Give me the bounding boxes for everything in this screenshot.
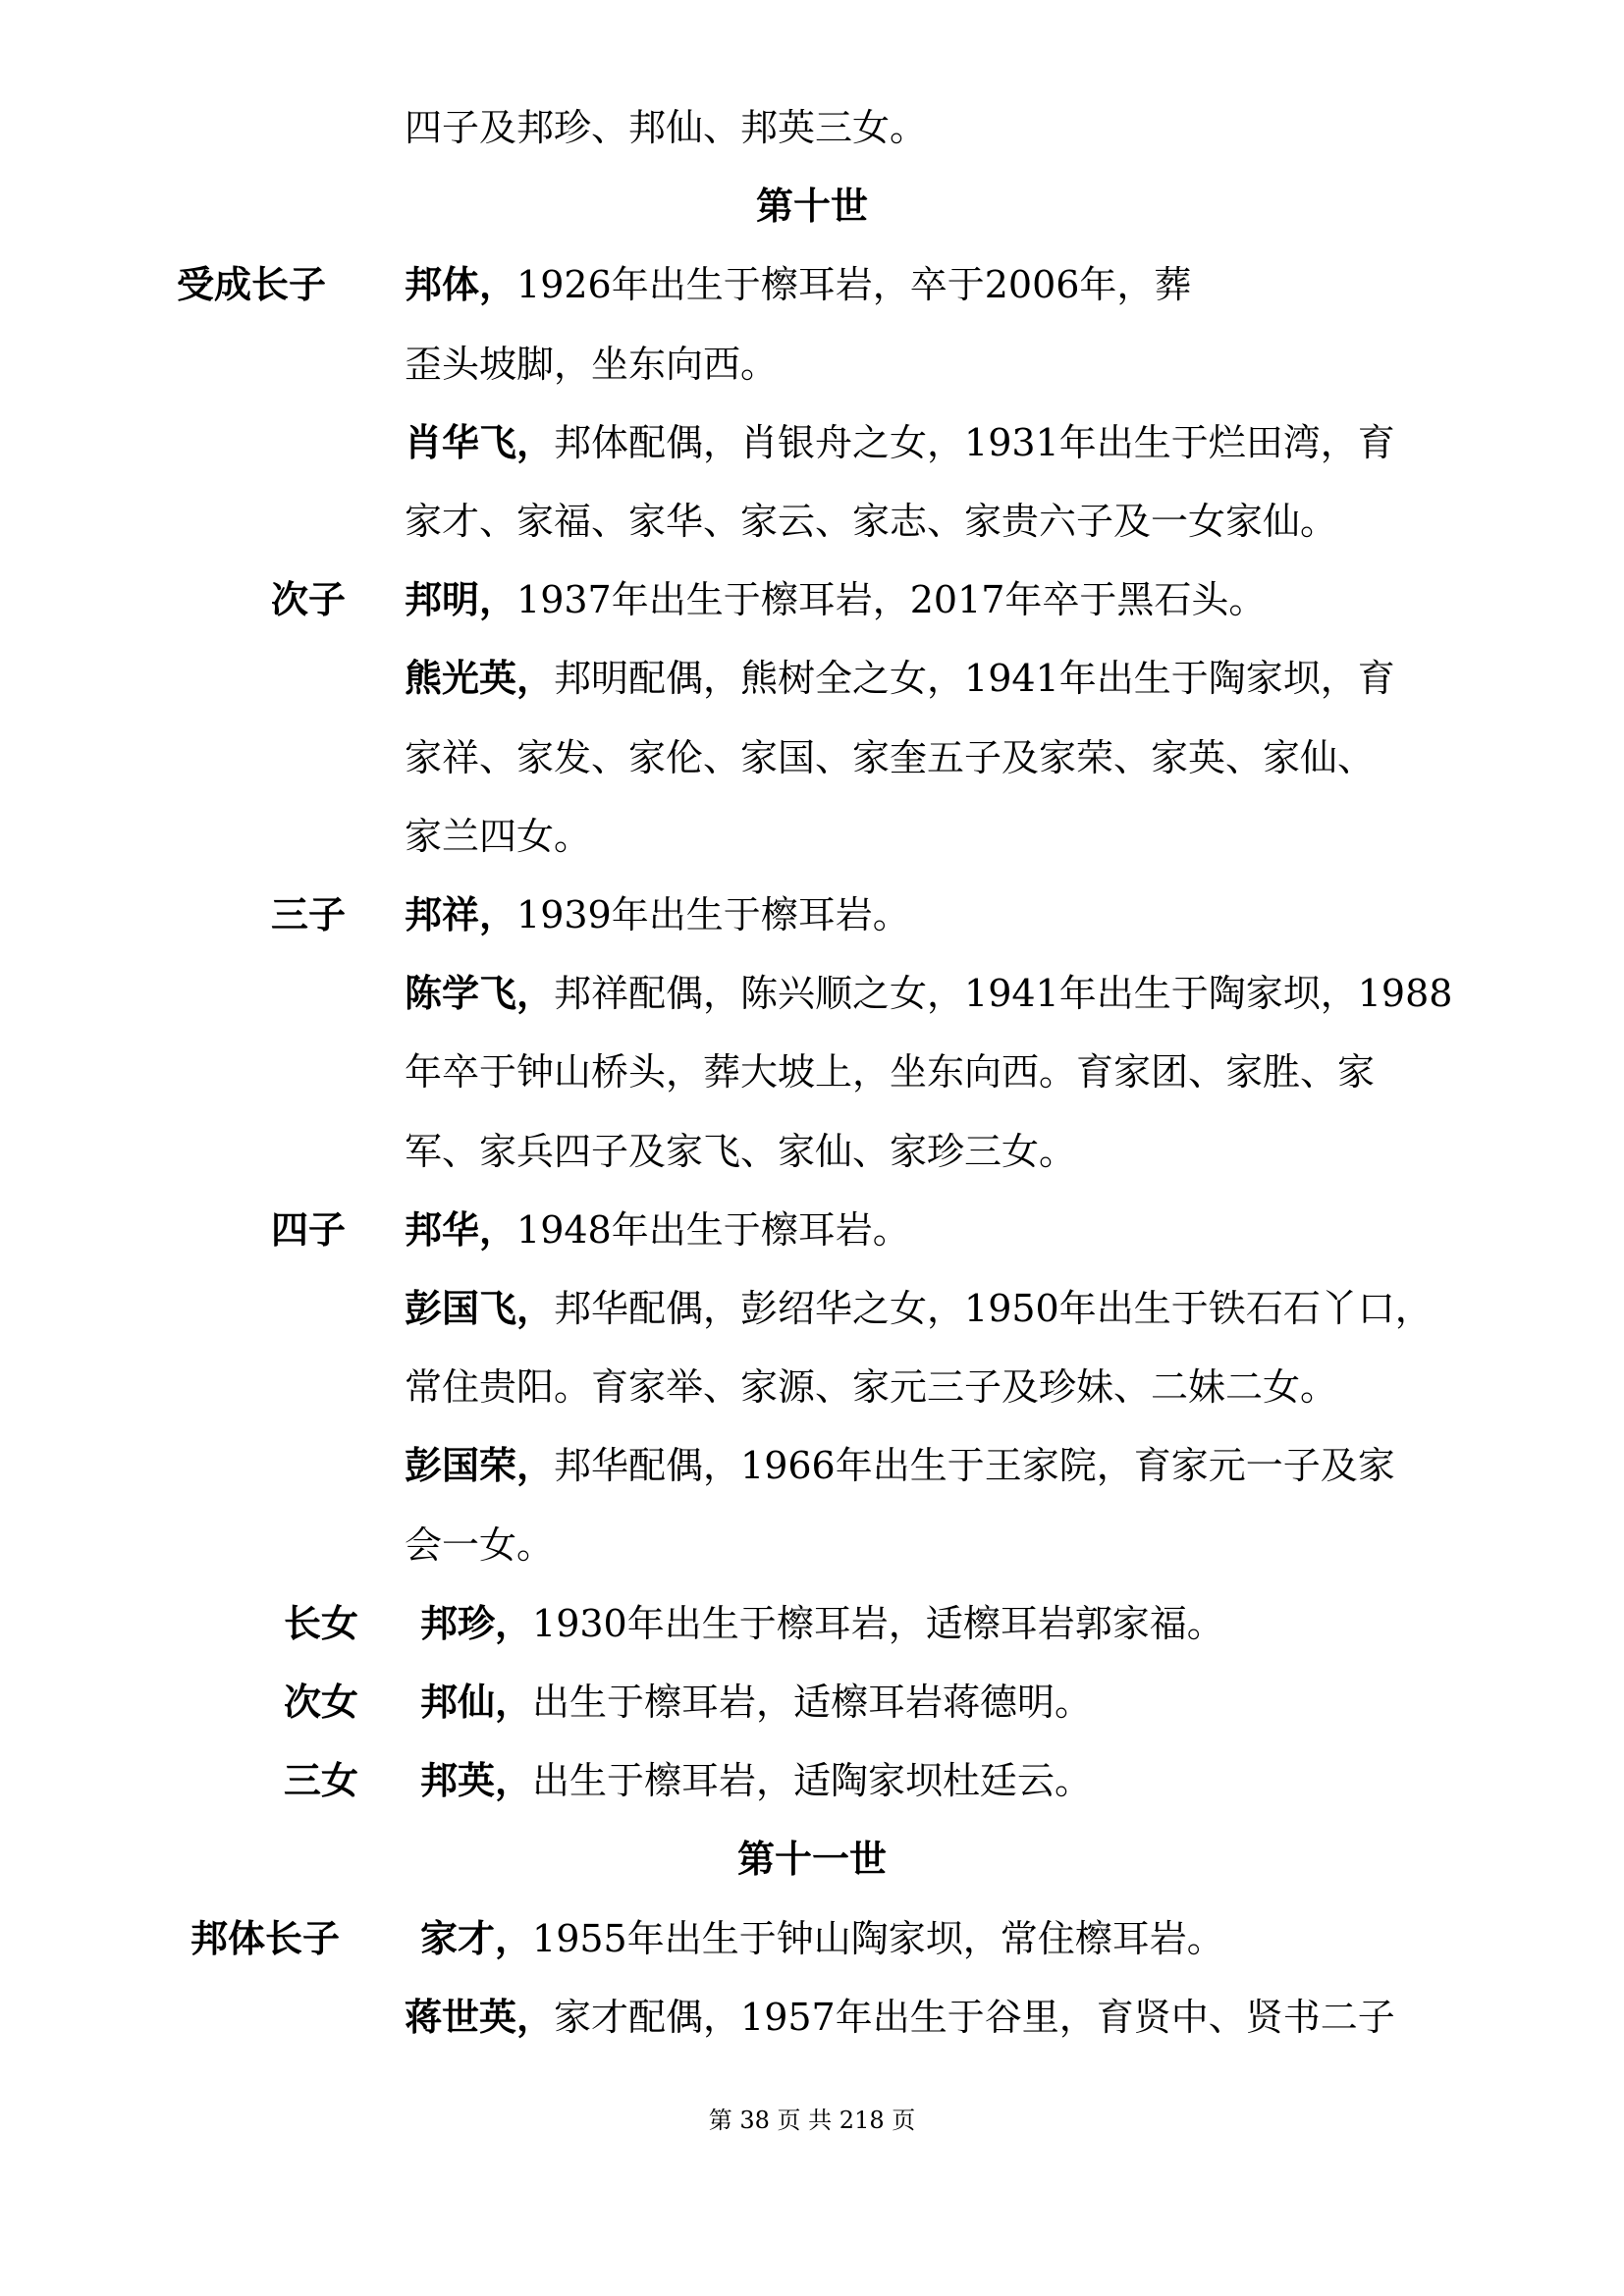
text-line <box>0 403 1624 482</box>
entry-body: 1926年出生于檫耳岩，卒于2006年，葬 <box>516 263 1192 307</box>
entry-body: 常住贵阳。育家举、家源、家元三子及珍妹、二妹二女。 <box>405 1365 1338 1410</box>
entry-body: 家祥、家发、家伦、家国、家奎五子及家荣、家英、家仙、 <box>405 735 1376 779</box>
entry-body: 军、家兵四子及家飞、家仙、家珍三女。 <box>405 1129 1077 1173</box>
text-line <box>0 245 1624 324</box>
person-name: 彭国荣， <box>405 1443 555 1488</box>
text-line <box>0 1112 1624 1191</box>
relation-label: 三子 <box>271 892 347 936</box>
entry-body: 1948年出生于檫耳岩。 <box>516 1207 910 1252</box>
text-line <box>0 876 1624 954</box>
page-footer: 第 38 页 共 218 页 <box>708 2107 916 2134</box>
entry-text <box>405 1112 1076 1191</box>
entry-text <box>405 876 910 954</box>
person-name: 邦仙， <box>420 1680 533 1724</box>
entry-text <box>405 325 778 403</box>
person-name: 邦华， <box>405 1206 517 1252</box>
person-name: 家才， <box>420 1915 533 1960</box>
person-name: 熊光英， <box>405 656 555 701</box>
person-name: 蒋世英， <box>405 1994 555 2039</box>
text-line <box>0 561 1624 639</box>
relation-label: 受成长子 <box>177 262 327 307</box>
entry-text <box>405 954 1452 1033</box>
relation-label: 四子 <box>271 1206 347 1252</box>
person-name: 邦珍， <box>420 1600 533 1645</box>
entry-body: 1930年出生于檫耳岩，适檫耳岩郭家福。 <box>532 1601 1224 1645</box>
person-name: 邦英， <box>420 1758 533 1803</box>
entry-body: 1937年出生于檫耳岩，2017年卒于黑石头。 <box>516 578 1267 622</box>
entry-body: 邦体配偶，肖银舟之女，1931年出生于烂田湾，育 <box>554 420 1395 464</box>
entry-text <box>405 88 927 167</box>
generation-heading: 第十世 <box>755 184 868 229</box>
entry-body: 四子及邦珍、邦仙、邦英三女。 <box>405 106 928 149</box>
text-line <box>0 1033 1624 1111</box>
entry-body: 会一女。 <box>405 1522 555 1567</box>
text-line <box>0 1663 1624 1741</box>
relation-label: 次子 <box>271 577 347 622</box>
entry-text <box>405 403 1395 482</box>
entry-text <box>405 797 591 876</box>
entry-body: 年卒于钟山桥头，葬大坡上，坐东向西。育家团、家胜、家 <box>405 1050 1376 1095</box>
entry-body: 1955年出生于钟山陶家坝，常住檫耳岩。 <box>532 1916 1224 1960</box>
entry-text <box>420 1584 1224 1663</box>
entry-text <box>405 482 1337 561</box>
entry-text <box>405 1269 1433 1348</box>
entry-body: 邦祥配偶，陈兴顺之女，1941年出生于陶家坝，1988 <box>554 972 1453 1016</box>
text-line <box>0 639 1624 718</box>
entry-text <box>405 1348 1337 1426</box>
text-line <box>0 1269 1624 1348</box>
entry-text <box>405 561 1266 639</box>
entry-text <box>405 1978 1395 2056</box>
entry-text <box>405 1191 910 1269</box>
text-line <box>0 482 1624 561</box>
entry-body: 出生于檫耳岩，适檫耳岩蒋德明。 <box>532 1681 1093 1724</box>
person-name: 陈学飞， <box>405 971 555 1016</box>
entry-body: 出生于檫耳岩，适陶家坝杜廷云。 <box>532 1759 1093 1803</box>
relation-label: 次女 <box>284 1680 359 1724</box>
person-name: 肖华飞， <box>405 419 555 464</box>
text-line <box>0 1978 1624 2056</box>
entry-text <box>405 639 1395 718</box>
person-name: 邦祥， <box>405 892 517 936</box>
entry-text <box>405 1506 554 1584</box>
text-line <box>0 1899 1624 1978</box>
relation-label: 三女 <box>284 1758 359 1803</box>
entry-body: 邦华配偶，1966年出生于王家院，育家元一子及家 <box>554 1444 1395 1488</box>
person-name: 彭国飞， <box>405 1286 555 1330</box>
text-line <box>0 1426 1624 1505</box>
person-name: 邦明， <box>405 577 517 622</box>
text-line <box>0 797 1624 876</box>
entry-body: 家才、家福、家华、家云、家志、家贵六子及一女家仙。 <box>405 500 1338 543</box>
entry-text <box>405 1426 1395 1505</box>
entry-text <box>420 1741 1092 1820</box>
text-line <box>0 954 1624 1033</box>
person-name: 邦体， <box>405 262 517 307</box>
text-line <box>0 1191 1624 1269</box>
entry-text <box>405 245 1191 324</box>
entry-text <box>405 1033 1375 1111</box>
entry-text <box>420 1663 1092 1741</box>
text-line <box>0 1348 1624 1426</box>
entry-body: 邦明配偶，熊树全之女，1941年出生于陶家坝，育 <box>554 657 1395 701</box>
text-line <box>0 1584 1624 1663</box>
text-line <box>0 719 1624 797</box>
entry-body: 家才配偶，1957年出生于谷里，育贤中、贤书二子 <box>554 1995 1395 2039</box>
entry-body: 歪头坡脚，坐东向西。 <box>405 342 779 386</box>
text-line <box>0 1506 1624 1584</box>
relation-label: 邦体长子 <box>190 1915 341 1960</box>
text-line <box>0 1741 1624 1820</box>
entry-text <box>420 1899 1224 1978</box>
entry-body: 邦华配偶，彭绍华之女，1950年出生于铁石石丫口， <box>554 1287 1433 1330</box>
generation-heading: 第十一世 <box>736 1837 887 1882</box>
entry-text <box>405 719 1375 797</box>
entry-body: 家兰四女。 <box>405 814 592 858</box>
text-line <box>0 88 1624 167</box>
relation-label: 长女 <box>284 1600 359 1645</box>
entry-body: 1939年出生于檫耳岩。 <box>516 893 910 936</box>
text-line <box>0 325 1624 403</box>
